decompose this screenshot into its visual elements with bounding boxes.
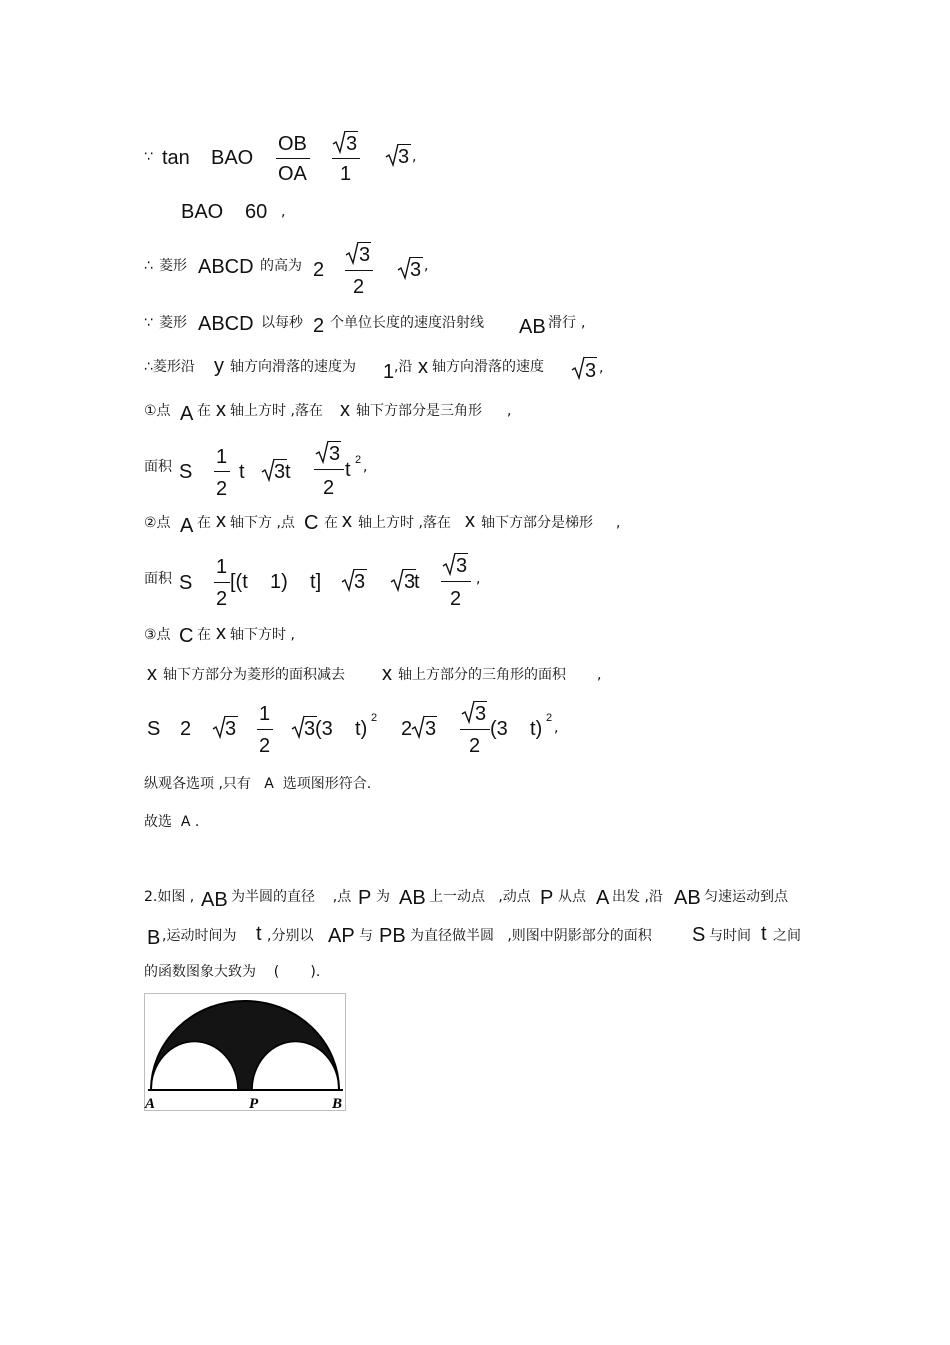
- label-p: P: [249, 1096, 259, 1111]
- text: 从点: [558, 889, 586, 905]
- segment-ab: AB: [399, 887, 426, 909]
- radicand: 3: [404, 571, 416, 593]
- axis-x: x: [340, 399, 350, 421]
- coefficient: 2: [401, 718, 413, 740]
- text: 轴下方 ,点: [230, 515, 295, 531]
- variable-t: t: [414, 571, 420, 593]
- point-a: A: [596, 887, 610, 909]
- text: 在: [197, 403, 211, 419]
- axis-x: x: [418, 356, 428, 378]
- sqrt-bar: [274, 459, 287, 460]
- comma: ,: [581, 315, 586, 331]
- segment-pb: PB: [379, 925, 406, 947]
- rhombus-name: ABCD: [198, 256, 254, 278]
- text: 在: [197, 627, 211, 643]
- point-c: C: [304, 512, 319, 534]
- axis-x: x: [216, 510, 226, 532]
- sqrt-bar: [584, 357, 597, 358]
- text: 菱形: [159, 315, 187, 331]
- axis-x: x: [216, 622, 226, 644]
- radicand: 3: [456, 555, 468, 577]
- fraction-bar: [460, 729, 490, 730]
- because-symbol: ∵: [144, 315, 153, 331]
- sqrt-bar: [424, 716, 437, 717]
- fraction-denominator: 2: [353, 276, 365, 298]
- sqrt-bar: [225, 716, 238, 717]
- radicand: 3: [585, 360, 597, 382]
- text: 轴下方部分是三角形: [356, 403, 482, 419]
- radicand: 3: [225, 718, 237, 740]
- sqrt-bar: [455, 553, 468, 554]
- point-p: P: [540, 887, 554, 909]
- area-symbol: S: [147, 718, 161, 740]
- expression: (3 t): [490, 718, 543, 740]
- text: 匀速运动到点: [704, 889, 788, 905]
- text: 的高为: [260, 258, 302, 274]
- point-a: A: [180, 403, 194, 425]
- point-p: P: [358, 887, 372, 909]
- fraction-numerator: 1: [216, 446, 228, 468]
- sqrt-bar: [345, 131, 358, 132]
- fraction-denominator: 2: [469, 735, 481, 757]
- text: 面积: [144, 459, 172, 475]
- text: ∴菱形沿: [144, 359, 195, 375]
- text: 为: [376, 889, 390, 905]
- variable-t: t: [239, 461, 245, 483]
- text: 面积: [144, 571, 172, 587]
- variable-t: t: [761, 923, 767, 945]
- text: 出发 ,沿: [612, 889, 663, 905]
- comma: ,: [412, 149, 417, 165]
- therefore-symbol: ∴: [144, 258, 153, 274]
- fraction-denominator: 2: [216, 588, 228, 610]
- text: 轴上方时 ,落在: [358, 515, 451, 531]
- problem-number: 2.如图 ,: [144, 889, 195, 905]
- sqrt-bar: [410, 257, 423, 258]
- ray-name: AB: [519, 316, 546, 338]
- sqrt-bar: [328, 441, 341, 442]
- radicand: 3: [354, 571, 366, 593]
- area-symbol: S: [692, 924, 706, 946]
- text: 为半圆的直径 ,点: [231, 889, 352, 905]
- semicircle-figure: [144, 993, 346, 1111]
- radicand: 3: [410, 259, 422, 281]
- fraction-numerator: 1: [259, 703, 271, 725]
- variable-t: t: [285, 461, 291, 483]
- sqrt-bar: [304, 716, 317, 717]
- fraction-bar: [214, 471, 230, 472]
- text: 轴方向滑落的速度: [432, 359, 544, 375]
- question-text: 的函数图象大致为 ( ).: [144, 964, 321, 980]
- fraction-numerator: 1: [216, 556, 228, 578]
- sqrt-sign: [411, 715, 425, 739]
- sqrt-bar: [474, 701, 487, 702]
- point-a: A: [180, 515, 194, 537]
- comma: ,: [507, 403, 512, 419]
- sqrt-sign: [571, 356, 585, 380]
- axis-x: x: [382, 663, 392, 685]
- text: ②点: [144, 515, 171, 531]
- fraction-denominator: 2: [323, 477, 335, 499]
- sqrt-sign: [291, 715, 305, 739]
- axis-x: x: [147, 663, 157, 685]
- comma: ,: [424, 258, 429, 274]
- area-symbol: S: [179, 572, 193, 594]
- expression: (3 t): [315, 718, 368, 740]
- rhombus-name: ABCD: [198, 313, 254, 335]
- sqrt-sign: [390, 568, 404, 592]
- text: 菱形: [159, 258, 187, 274]
- axis-x: x: [465, 510, 475, 532]
- text: ,运动时间为: [162, 928, 237, 944]
- fraction-bar: [276, 158, 310, 159]
- sqrt-sign: [345, 241, 359, 265]
- comma: ,: [281, 204, 286, 220]
- axis-y: y: [214, 355, 224, 377]
- sqrt-sign: [315, 440, 329, 464]
- comma: ,: [476, 571, 481, 587]
- text: 为直径做半圆 ,则图中阴影部分的面积: [410, 928, 652, 944]
- answer-text: 故选 A .: [144, 814, 200, 830]
- text: 在: [197, 515, 211, 531]
- text: 上一动点 ,动点: [429, 889, 531, 905]
- comma: ,: [363, 459, 368, 475]
- radicand: 3: [304, 718, 316, 740]
- angle-bao: BAO: [181, 201, 224, 223]
- radicand: 3: [425, 718, 437, 740]
- coefficient: 2: [180, 718, 192, 740]
- sqrt-bar: [354, 569, 367, 570]
- comma: ,: [597, 667, 602, 683]
- tan-text: tan: [162, 147, 190, 169]
- sqrt-sign: [332, 130, 346, 154]
- angle-bao: BAO: [211, 147, 254, 169]
- variable-t: t: [256, 923, 262, 945]
- text: 与: [359, 928, 373, 944]
- sqrt-sign: [397, 256, 411, 280]
- exponent: 2: [371, 712, 378, 724]
- text: 与时间: [709, 928, 751, 944]
- text: 以每秒: [261, 315, 303, 331]
- fraction-bar: [314, 469, 344, 470]
- text: ,分别以: [267, 928, 314, 944]
- radicand: 3: [329, 443, 341, 465]
- text: 轴下方时 ,: [230, 627, 295, 643]
- fraction-denominator: 2: [216, 478, 228, 500]
- point-b: B: [147, 927, 161, 949]
- sqrt-bar: [403, 569, 416, 570]
- variable-t: t: [345, 459, 351, 481]
- text: 之间: [773, 928, 801, 944]
- comma: ,: [554, 720, 559, 736]
- angle-value: 60: [245, 201, 268, 223]
- radicand: 3: [346, 133, 358, 155]
- label-b: B: [332, 1096, 343, 1111]
- text: ③点: [144, 627, 171, 643]
- radicand: 3: [475, 703, 487, 725]
- speed-value: 2: [313, 315, 325, 337]
- because-symbol: ∵: [144, 149, 153, 165]
- radicand: 3: [398, 146, 410, 168]
- segment-ab: AB: [674, 887, 701, 909]
- comma: ,: [616, 515, 621, 531]
- text: 个单位长度的速度沿射线: [330, 315, 484, 331]
- expression: [(t 1) t]: [230, 571, 322, 593]
- point-c: C: [179, 625, 194, 647]
- segment-ap: AP: [328, 925, 355, 947]
- speed-value: 1: [383, 361, 395, 383]
- radicand: 3: [274, 461, 286, 483]
- text: 轴下方部分是梯形: [481, 515, 593, 531]
- segment-ab: AB: [201, 889, 228, 911]
- text: ,沿: [394, 359, 413, 375]
- exponent: 2: [355, 454, 362, 466]
- fraction-denominator: 2: [450, 588, 462, 610]
- coefficient: 2: [313, 259, 325, 281]
- text: 轴下方部分为菱形的面积减去: [163, 667, 345, 683]
- fraction-bar: [441, 581, 471, 582]
- fraction-bar: [345, 270, 373, 271]
- text: 在: [324, 515, 338, 531]
- sqrt-bar: [398, 144, 411, 145]
- sqrt-sign: [461, 700, 475, 724]
- radicand: 3: [359, 244, 371, 266]
- fraction-bar: [332, 158, 360, 159]
- text: 轴方向滑落的速度为: [230, 359, 356, 375]
- area-symbol: S: [179, 461, 193, 483]
- fraction-denominator: 1: [340, 163, 352, 185]
- sqrt-bar: [358, 242, 371, 243]
- axis-x: x: [216, 399, 226, 421]
- text: 滑行: [548, 315, 576, 331]
- exponent: 2: [546, 712, 553, 724]
- sqrt-sign: [261, 458, 275, 482]
- comma: ,: [599, 360, 604, 376]
- text: 轴上方时 ,落在: [230, 403, 323, 419]
- fraction-denominator: OA: [278, 163, 307, 185]
- text: 轴上方部分的三角形的面积: [398, 667, 566, 683]
- axis-x: x: [342, 510, 352, 532]
- conclusion-text: 纵观各选项 ,只有 A 选项图形符合.: [144, 776, 372, 792]
- label-a: A: [145, 1096, 156, 1111]
- sqrt-sign: [212, 715, 226, 739]
- fraction-denominator: 2: [259, 735, 271, 757]
- sqrt-sign: [442, 552, 456, 576]
- sqrt-sign: [341, 568, 355, 592]
- fraction-numerator: OB: [278, 133, 307, 155]
- fraction-bar: [214, 582, 230, 583]
- text: ①点: [144, 403, 171, 419]
- fraction-bar: [257, 729, 273, 730]
- sqrt-sign: [385, 143, 399, 167]
